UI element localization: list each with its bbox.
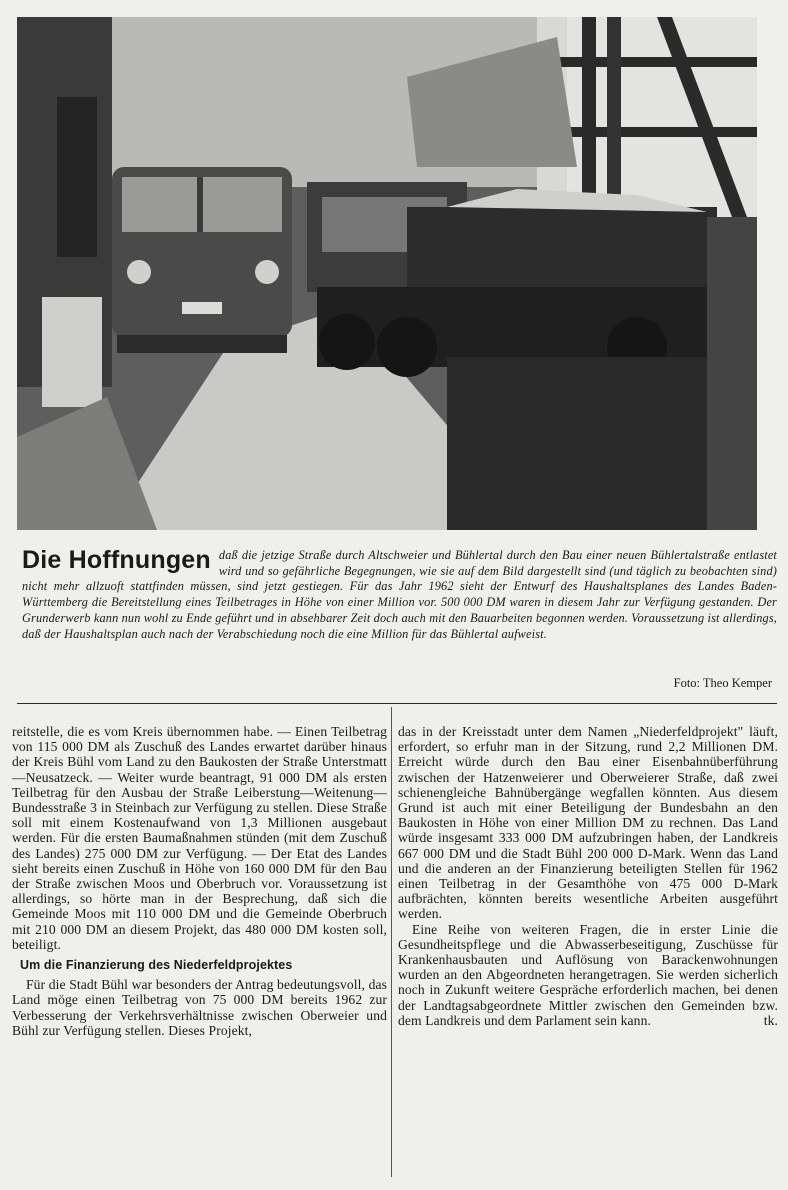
- article-column-left: [12, 724, 387, 1038]
- paragraph: [398, 922, 778, 1028]
- paragraph: das in der Kreisstadt unter dem Namen „Niederfeldprojekt" läuft, erfordert, so erfuhr man in der Sitzung, rund 2,2 Millionen DM. Erreicht würde durch den Bau einer Eisenbahnüberführung zwischen der Hatzenweierer und Oberweierer Straße, daß zwei schienengleiche Bahnübergänge wegfallen könnten. Aus diesem Grund ist auch mit einer Beteiligung der Bundesbahn an den Baukosten in Höhe von einer Million DM zu rechnen. Das Land würde insgesamt 333 000 DM aufzubringen haben, der Landkreis 667 000 DM und die Stadt Bühl 200 000 D-Mark. Wenn das Land und die anderen an der Finanzierung beteiligten Stellen für 1962 einen Teilbetrag in der Gesamthöhe von 475 000 D-Mark aufbrächten, könnten bereits wesentliche Arbeiten ausgeführt werden.: [398, 724, 778, 922]
- photo-credit: Foto: Theo Kemper: [673, 676, 772, 690]
- column-divider: [391, 707, 392, 1177]
- caption-title: Die Hoffnungen: [22, 546, 211, 574]
- article-column-right: [398, 724, 778, 1028]
- paragraph-text: Eine Reihe von weiteren Fragen, die in erster Linie die Gesundheitspflege und die Abwasserbeseitigung, Zuschüsse für Krankenhausbauten und Auflösung von Barackenwohnungen wurden an den Abgeordneten herangetragen. Sie werden sicherlich noch in Zukunft weitere Gespräche erforderlich machen, bei denen der Landtagsabgeordnete Mittler zwischen den Gemeinden bzw. dem Landkreis und dem Parlament sein kann.: [398, 921, 778, 1028]
- caption-text: daß die jetzige Straße durch Altschweier und Bühlertal durch den Bau einer neuen Bühlertalstraße entlastet wird und so gefährliche Begegnungen, wie sie auf dem Bild dargestellt sind (und täglich zu beobachten sind) nicht mehr allzuoft stattfinden müssen, sind jetzt gestiegen. Für das Jahr 1962 sieht der Entwurf des Haushaltsplanes des Landes Baden-Württemberg die Bereitstellung eines Teilbetrages in Höhe von einer Million vor. 500 000 DM waren in diesem Jahr zur Verfügung gestanden. Der Grunderwerb kann nun wohl zu Ende geführt und in absehbarer Zeit doch auch mit den Bauarbeiten begonnen werden. Voraussetzung ist allerdings, daß der Haushaltsplan auch nach der Verabschiedung noch die eine Million für das Bühlertal aufweist.: [22, 548, 777, 641]
- street-photo-trucks-icon: [17, 17, 757, 530]
- street-photo: [17, 17, 757, 530]
- author-signature: tk.: [763, 1012, 778, 1028]
- photo-caption: [22, 548, 777, 698]
- paragraph: reitstelle, die es vom Kreis übernommen habe. — Einen Teilbetrag von 115 000 DM als Zuschuß des Landes erwartet darüber hinaus der Kreis Bühl vom Land zu den Baukosten der Straße Unterstmatt—Neusatzeck. — Weiter wurde beantragt, 91 000 DM als ersten Teilbetrag für den Ausbau der Straße Leiberstung—Weitenung—Bundesstraße 3 in Steinbach zur Verfügung zu stellen. Diese Straße soll mit einem Kostenaufwand von 1,3 Millionen ausgebaut werden. Für die ersten Baumaßnahmen stünden (mit dem Zuschuß des Landes) 275 000 DM zur Verfügung. — Der Etat des Landes sieht bereits einen Zuschuß in Höhe von 160 000 DM für den Bau der Straße zwischen Moos und Oberbruch vor. Voraussetzung ist allerdings, so hörte man in der Besprechung, daß sich die Gemeinde Moos mit 110 000 DM und die Gemeinde Oberbruch mit 210 000 DM an diesem Projekt, das 480 000 DM kosten soll, beteiligt.: [12, 724, 387, 952]
- paragraph: Für die Stadt Bühl war besonders der Antrag bedeutungsvoll, das Land möge einen Teilbetrag von 75 000 DM bereits 1962 zur Verbesserung der Verkehrsverhältnisse zwischen Oberweier und Bühl zur Verfügung stellen. Dieses Projekt,: [12, 977, 387, 1038]
- subheading: Um die Finanzierung des Niederfeldprojektes: [20, 958, 293, 973]
- section-divider: [17, 703, 777, 704]
